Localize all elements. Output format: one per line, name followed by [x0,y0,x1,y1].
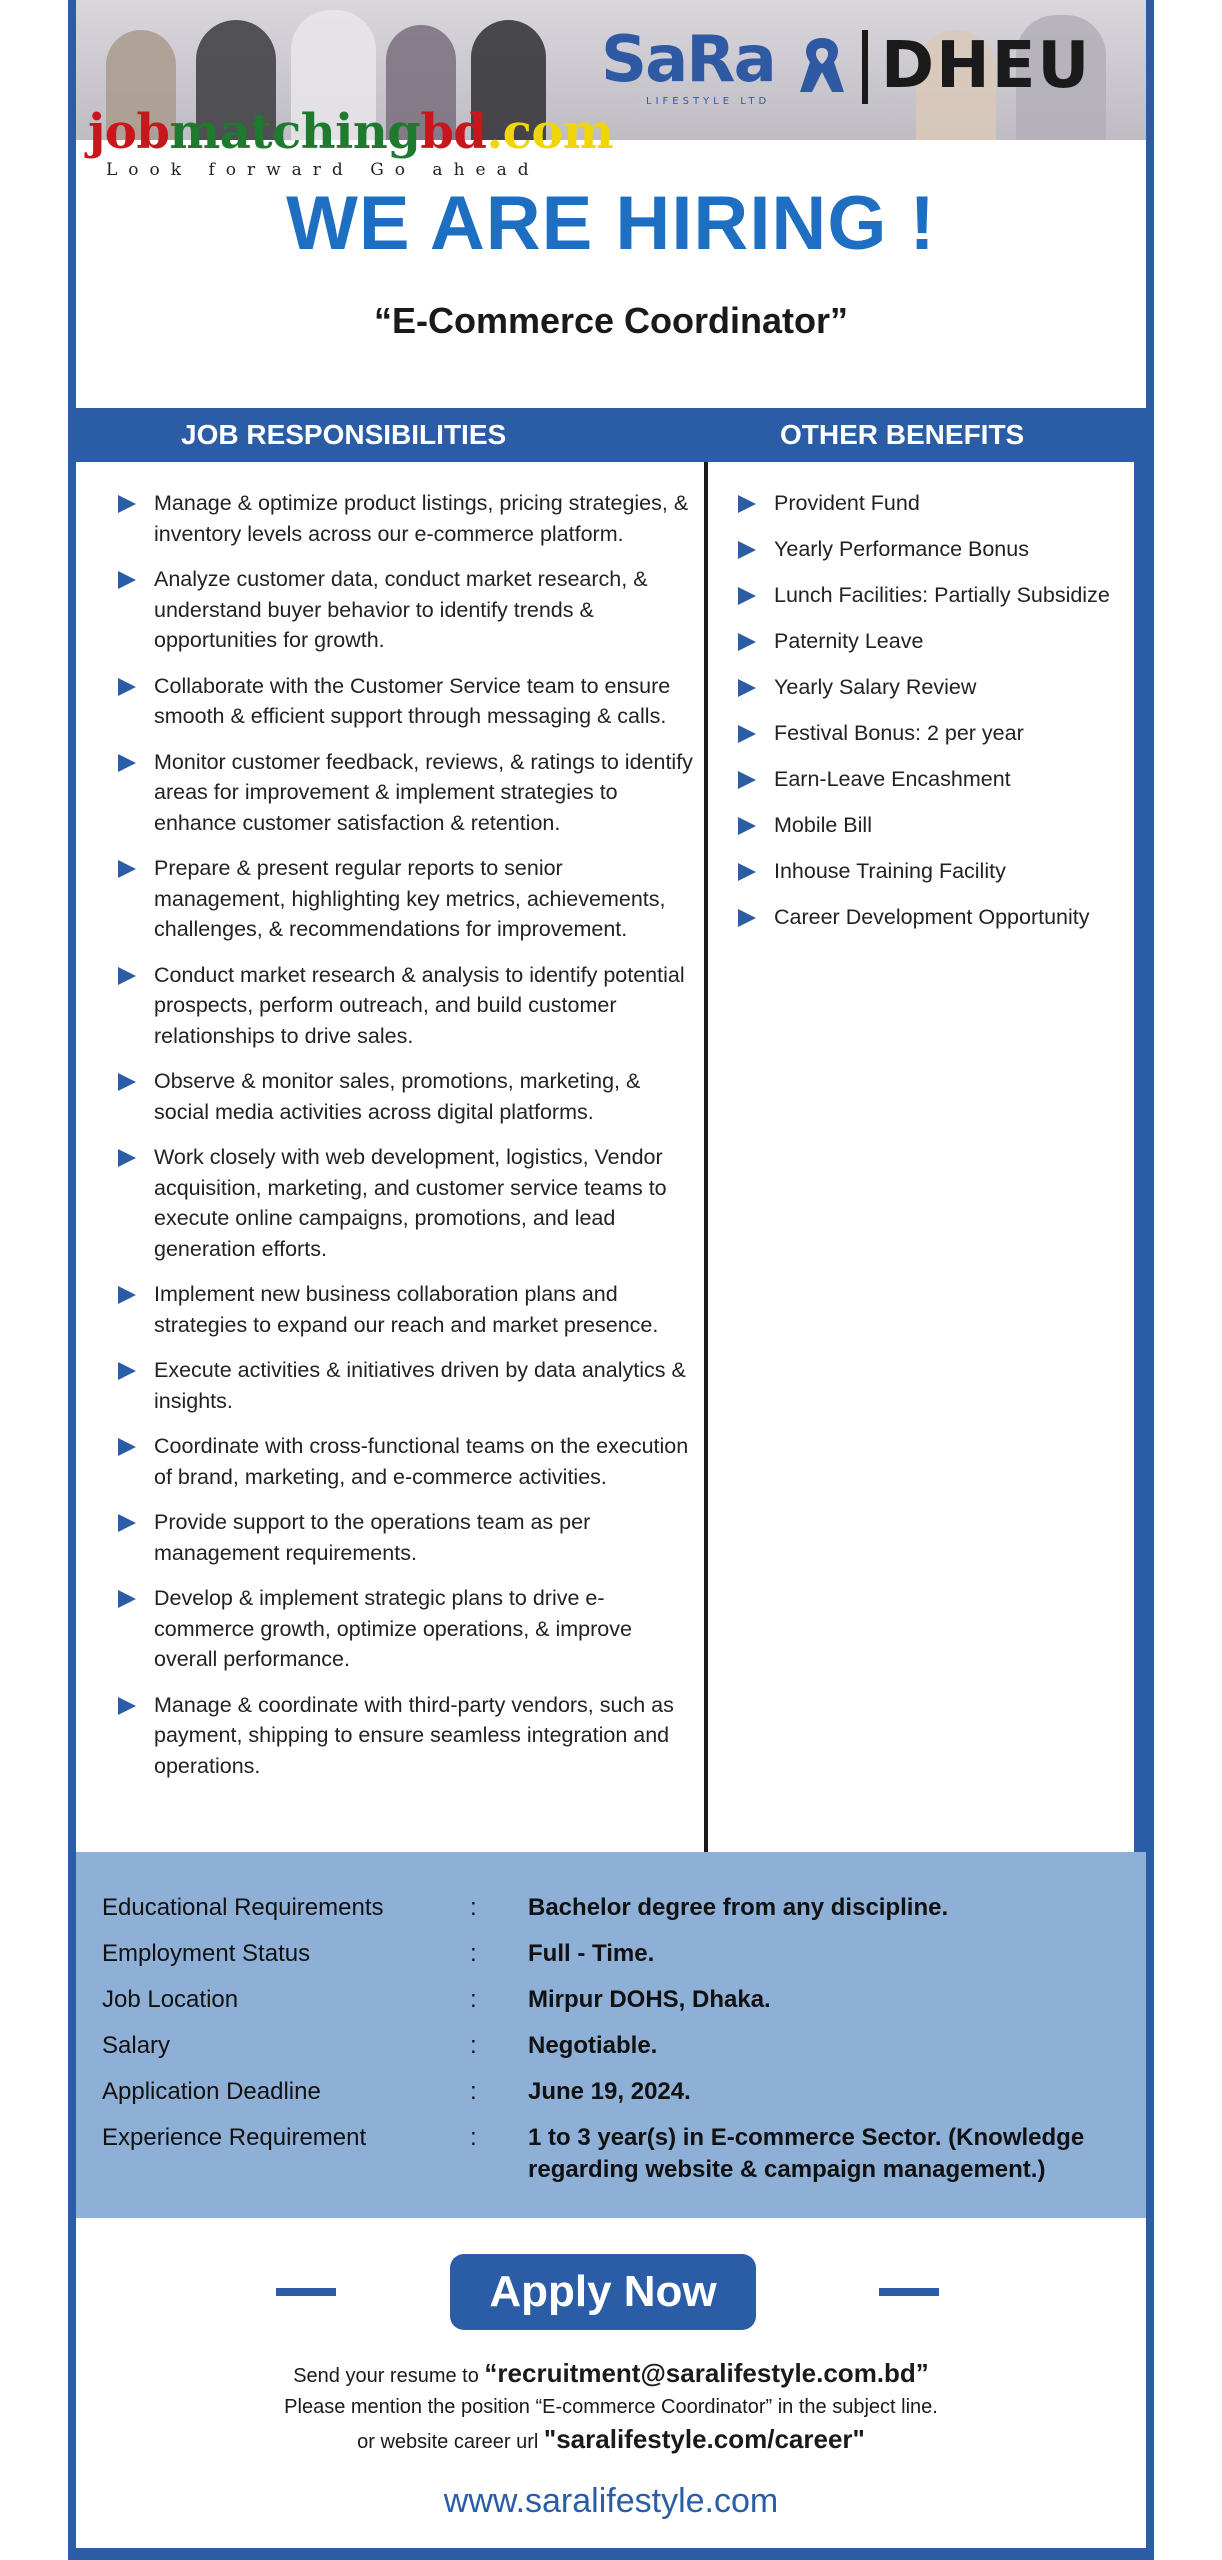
responsibility-item [106,1279,696,1340]
bullet-arrow-icon [738,633,756,651]
bullet-arrow-icon [118,1362,136,1380]
benefit-text: Lunch Facilities: Partially Subsidize [774,583,1110,607]
sara-logo-subtitle: LIFESTYLE LTD [646,96,771,107]
bullet-arrow-icon [118,1697,136,1715]
watermark-logo [88,104,614,160]
bullet-arrow-icon [738,495,756,513]
responsibilities-list [106,488,696,1796]
benefit-item [726,626,1136,672]
benefit-text: Inhouse Training Facility [774,859,1006,883]
responsibility-item [106,960,696,1052]
requirement-colon: : [470,1986,477,2013]
poster-content [76,0,1146,2548]
bullet-arrow-icon [738,817,756,835]
benefit-item [726,534,1136,580]
career-url-link[interactable]: "saralifestyle.com/career" [543,2424,865,2454]
responsibility-text: Analyze customer data, conduct market research, & understand buyer behavior to identify trends & opportunities for growth. [154,567,648,652]
responsibility-item [106,853,696,945]
benefit-text: Festival Bonus: 2 per year [774,721,1024,745]
watermark-part: matching [169,104,421,160]
responsibility-text: Work closely with web development, logistics, Vendor acquisition, marketing, and customer service teams to execute online campaigns, promotions, and lead generation efforts. [154,1145,667,1261]
benefit-item [726,902,1136,948]
hiring-headline: WE ARE HIRING ! [286,181,936,266]
dheu-logo: DHEU [881,29,1092,103]
benefit-item [726,856,1136,902]
watermark-part: bd [420,104,487,160]
bullet-arrow-icon [738,863,756,881]
benefit-text: Mobile Bill [774,813,872,837]
bullet-arrow-icon [738,541,756,559]
responsibility-text: Develop & implement strategic plans to drive e-commerce growth, optimize operations, & improve overall performance. [154,1586,632,1671]
career-url-line [76,2424,1146,2455]
requirements-panel [76,1852,1146,2218]
responsibility-item [106,1431,696,1492]
bullet-arrow-icon [118,1073,136,1091]
responsibility-text: Coordinate with cross-functional teams on the execution of brand, marketing, and e-commerce activities. [154,1434,689,1489]
responsibility-text: Collaborate with the Customer Service team to ensure smooth & efficient support through messaging & calls. [154,673,671,728]
requirement-colon: : [470,1940,477,1967]
bullet-arrow-icon [118,1514,136,1532]
responsibility-text: Manage & optimize product listings, pricing strategies, & inventory levels across our e-commerce platform. [154,491,689,546]
requirement-label: Employment Status [102,1940,311,1967]
benefit-item [726,672,1136,718]
responsibility-item [106,671,696,732]
position-title: “E-Commerce Coordinator” [373,300,849,341]
requirement-label: Application Deadline [102,2078,321,2105]
benefit-text: Career Development Opportunity [774,905,1090,929]
bullet-arrow-icon [118,495,136,513]
responsibility-item [106,1690,696,1782]
benefits-heading: OTHER BENEFITS [780,419,1025,450]
requirement-value: 1 to 3 year(s) in E-commerce Sector. (Knowledge regarding website & campaign management.) [528,2124,1085,2183]
send-resume-prefix: Send your resume to [293,2365,485,2387]
bullet-arrow-icon [738,909,756,927]
requirement-label: Salary [102,2032,171,2059]
benefit-text: Yearly Performance Bonus [774,537,1029,561]
requirement-label: Job Location [102,1986,239,2013]
responsibility-item [106,1507,696,1568]
responsibility-item [106,488,696,549]
responsibility-item [106,1583,696,1675]
benefit-item [726,488,1136,534]
benefit-item [726,718,1136,764]
benefit-text: Yearly Salary Review [774,675,977,699]
watermark-part: job [88,104,170,160]
responsibility-text: Prepare & present regular reports to senior management, highlighting key metrics, achievements, challenges, & recommendations for improvement. [154,856,666,941]
responsibility-item [106,564,696,656]
bullet-arrow-icon [738,725,756,743]
bullet-arrow-icon [738,679,756,697]
responsibility-item [106,1066,696,1127]
responsibility-text: Implement new business collaboration plans and strategies to expand our reach and market presence. [154,1282,659,1337]
responsibilities-heading: JOB RESPONSIBILITIES [181,419,507,450]
decor-dash-left [276,2288,336,2296]
bullet-arrow-icon [118,967,136,985]
career-url-prefix: or website career url [357,2431,544,2453]
sara-logo: SaRa [601,23,775,97]
responsibility-item [106,1142,696,1264]
responsibility-item [106,1355,696,1416]
responsibility-text: Conduct market research & analysis to identify potential prospects, perform outreach, and build customer relationships to drive sales. [154,962,685,1048]
responsibility-text: Monitor customer feedback, reviews, & ratings to identify areas for improvement & implement strategies to enhance customer satisfaction & retention. [154,749,693,835]
poster-frame [68,0,1154,2560]
bullet-arrow-icon [738,771,756,789]
requirement-label: Experience Requirement [102,2124,367,2151]
requirement-value: June 19, 2024. [528,2078,691,2105]
requirement-colon: : [470,2078,477,2105]
website-link[interactable]: www.saralifestyle.com [443,2482,779,2520]
responsibility-text: Provide support to the operations team as per management requirements. [154,1510,591,1565]
benefits-list [726,488,1136,948]
bullet-arrow-icon [118,1286,136,1304]
watermark-part: .com [486,104,614,160]
apply-now-button[interactable]: Apply Now [450,2254,756,2330]
requirement-value: Full - Time. [528,1940,655,1967]
requirement-value: Mirpur DOHS, Dhaka. [528,1986,771,2013]
recruitment-email[interactable]: “recruitment@saralifestyle.com.bd” [484,2358,929,2388]
requirement-colon: : [470,1894,477,1921]
bullet-arrow-icon [118,1590,136,1608]
responsibility-text: Manage & coordinate with third-party vendors, such as payment, shipping to ensure seamless integration and operations. [154,1692,674,1778]
bullet-arrow-icon [118,678,136,696]
logo-separator [862,30,868,104]
benefit-text: Provident Fund [774,491,920,515]
bullet-arrow-icon [118,571,136,589]
bullet-arrow-icon [738,587,756,605]
benefit-item [726,810,1136,856]
responsibility-text: Observe & monitor sales, promotions, marketing, & social media activities across digital platforms. [154,1069,641,1124]
requirement-colon: : [470,2124,477,2151]
requirement-label: Educational Requirements [102,1894,384,1921]
requirement-colon: : [470,2032,477,2059]
bullet-arrow-icon [118,754,136,772]
bullet-arrow-icon [118,1149,136,1167]
bullet-arrow-icon [118,1438,136,1456]
bullet-arrow-icon [118,860,136,878]
requirement-value: Bachelor degree from any discipline. [528,1894,949,1921]
subject-line-note: Please mention the position “E-commerce Coordinator” in the subject line. [284,2396,938,2418]
ribbon-icon [794,34,850,98]
responsibility-text: Execute activities & initiatives driven by data analytics & insights. [154,1358,686,1413]
benefit-text: Earn-Leave Encashment [774,767,1011,791]
benefit-item [726,580,1136,626]
send-resume-line [76,2358,1146,2389]
responsibility-item [106,747,696,839]
benefit-text: Paternity Leave [774,629,924,653]
requirement-value: Negotiable. [528,2032,658,2059]
column-divider [704,462,708,1852]
decor-dash-right [879,2288,939,2296]
watermark-tagline: Look forward Go ahead [106,160,540,180]
benefit-item [726,764,1136,810]
